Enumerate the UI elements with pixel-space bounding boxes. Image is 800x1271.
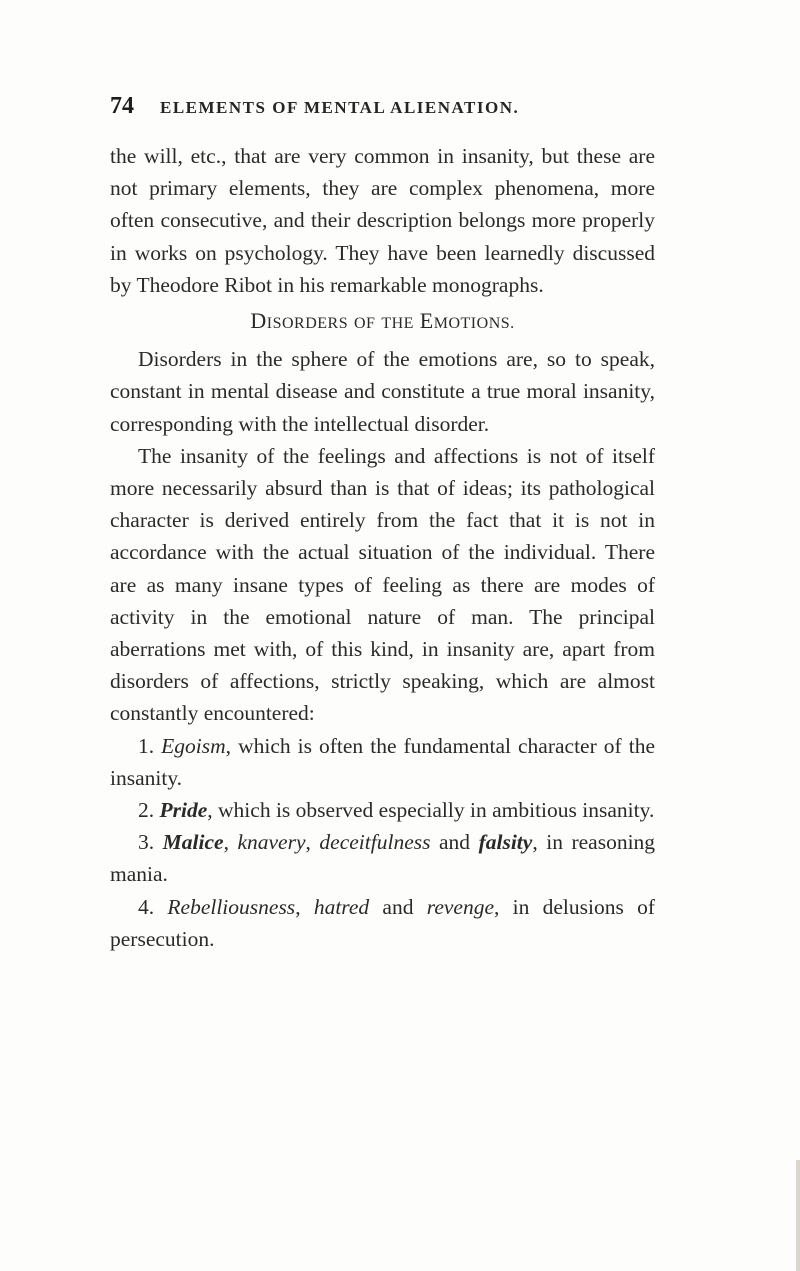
list-item	[110, 794, 655, 826]
item-number: 4.	[138, 894, 155, 919]
section-heading	[110, 305, 655, 340]
page-edge-shadow	[796, 1160, 800, 1271]
list-item	[110, 730, 655, 794]
running-head	[110, 93, 655, 120]
item-term: Pride	[159, 798, 208, 823]
list-item	[110, 826, 655, 890]
heading-initial: D	[250, 308, 267, 334]
item-term: Rebelliousness	[167, 894, 296, 919]
item-text: ,	[305, 830, 320, 855]
item-text: ,	[295, 894, 314, 919]
heading-initial: E	[419, 308, 434, 334]
item-text: ,	[223, 830, 238, 855]
item-term: knavery	[237, 830, 306, 855]
book-page	[110, 93, 655, 955]
heading-word: ISORDERS	[266, 315, 349, 333]
item-text: , which is often the fundamental character of the insanity.	[110, 733, 655, 790]
heading-word: MOTIONS.	[433, 315, 515, 333]
item-term: falsity	[478, 830, 533, 855]
item-text: and	[430, 830, 479, 855]
item-text: and	[369, 894, 427, 919]
item-term: revenge	[426, 894, 494, 919]
item-text: , in delusions of persecution.	[110, 894, 656, 951]
paragraph-continued: the will, etc., that are very common in insanity, but these are not primary elements, they are complex phenomena, more often consecutive, and their description belongs more properly in works on psychology. They have been learnedly discussed by Theodore Ribot in his remarkable monographs.	[110, 144, 655, 297]
item-term: Malice	[162, 830, 224, 855]
heading-word: OF	[353, 315, 376, 333]
item-number: 1.	[138, 733, 155, 758]
item-number: 2.	[138, 798, 155, 823]
item-term: Egoism	[161, 733, 226, 758]
page-number: 74	[110, 93, 134, 119]
item-text: , which is observed especially in ambitious insanity.	[207, 798, 655, 823]
heading-word: THE	[381, 315, 414, 333]
paragraph-emotions: Disorders in the sphere of the emotions are, so to speak, constant in mental disease and constitute a true moral insanity, corresponding with the intellectual disorder.	[110, 347, 655, 436]
list-item	[110, 891, 655, 955]
item-term: hatred	[313, 894, 370, 919]
item-number: 3.	[138, 830, 155, 855]
paragraph-insanity-of-feelings: The insanity of the feelings and affections is not of itself more necessarily absurd than is that of ideas; its pathological character is derived entirely from the fact that it is not in accordance with the actual situation of the individual. There are as many insane types of feeling as there are modes of activity in the emotional nature of man. The principal aberrations met with, of this kind, in insanity are, apart from disorders of affections, strictly speaking, which are almost constantly encountered:	[110, 443, 655, 726]
running-title: ELEMENTS OF MENTAL ALIENATION.	[160, 98, 520, 117]
item-text: , in reasoning mania.	[110, 830, 656, 887]
item-term: deceitfulness	[319, 830, 431, 855]
